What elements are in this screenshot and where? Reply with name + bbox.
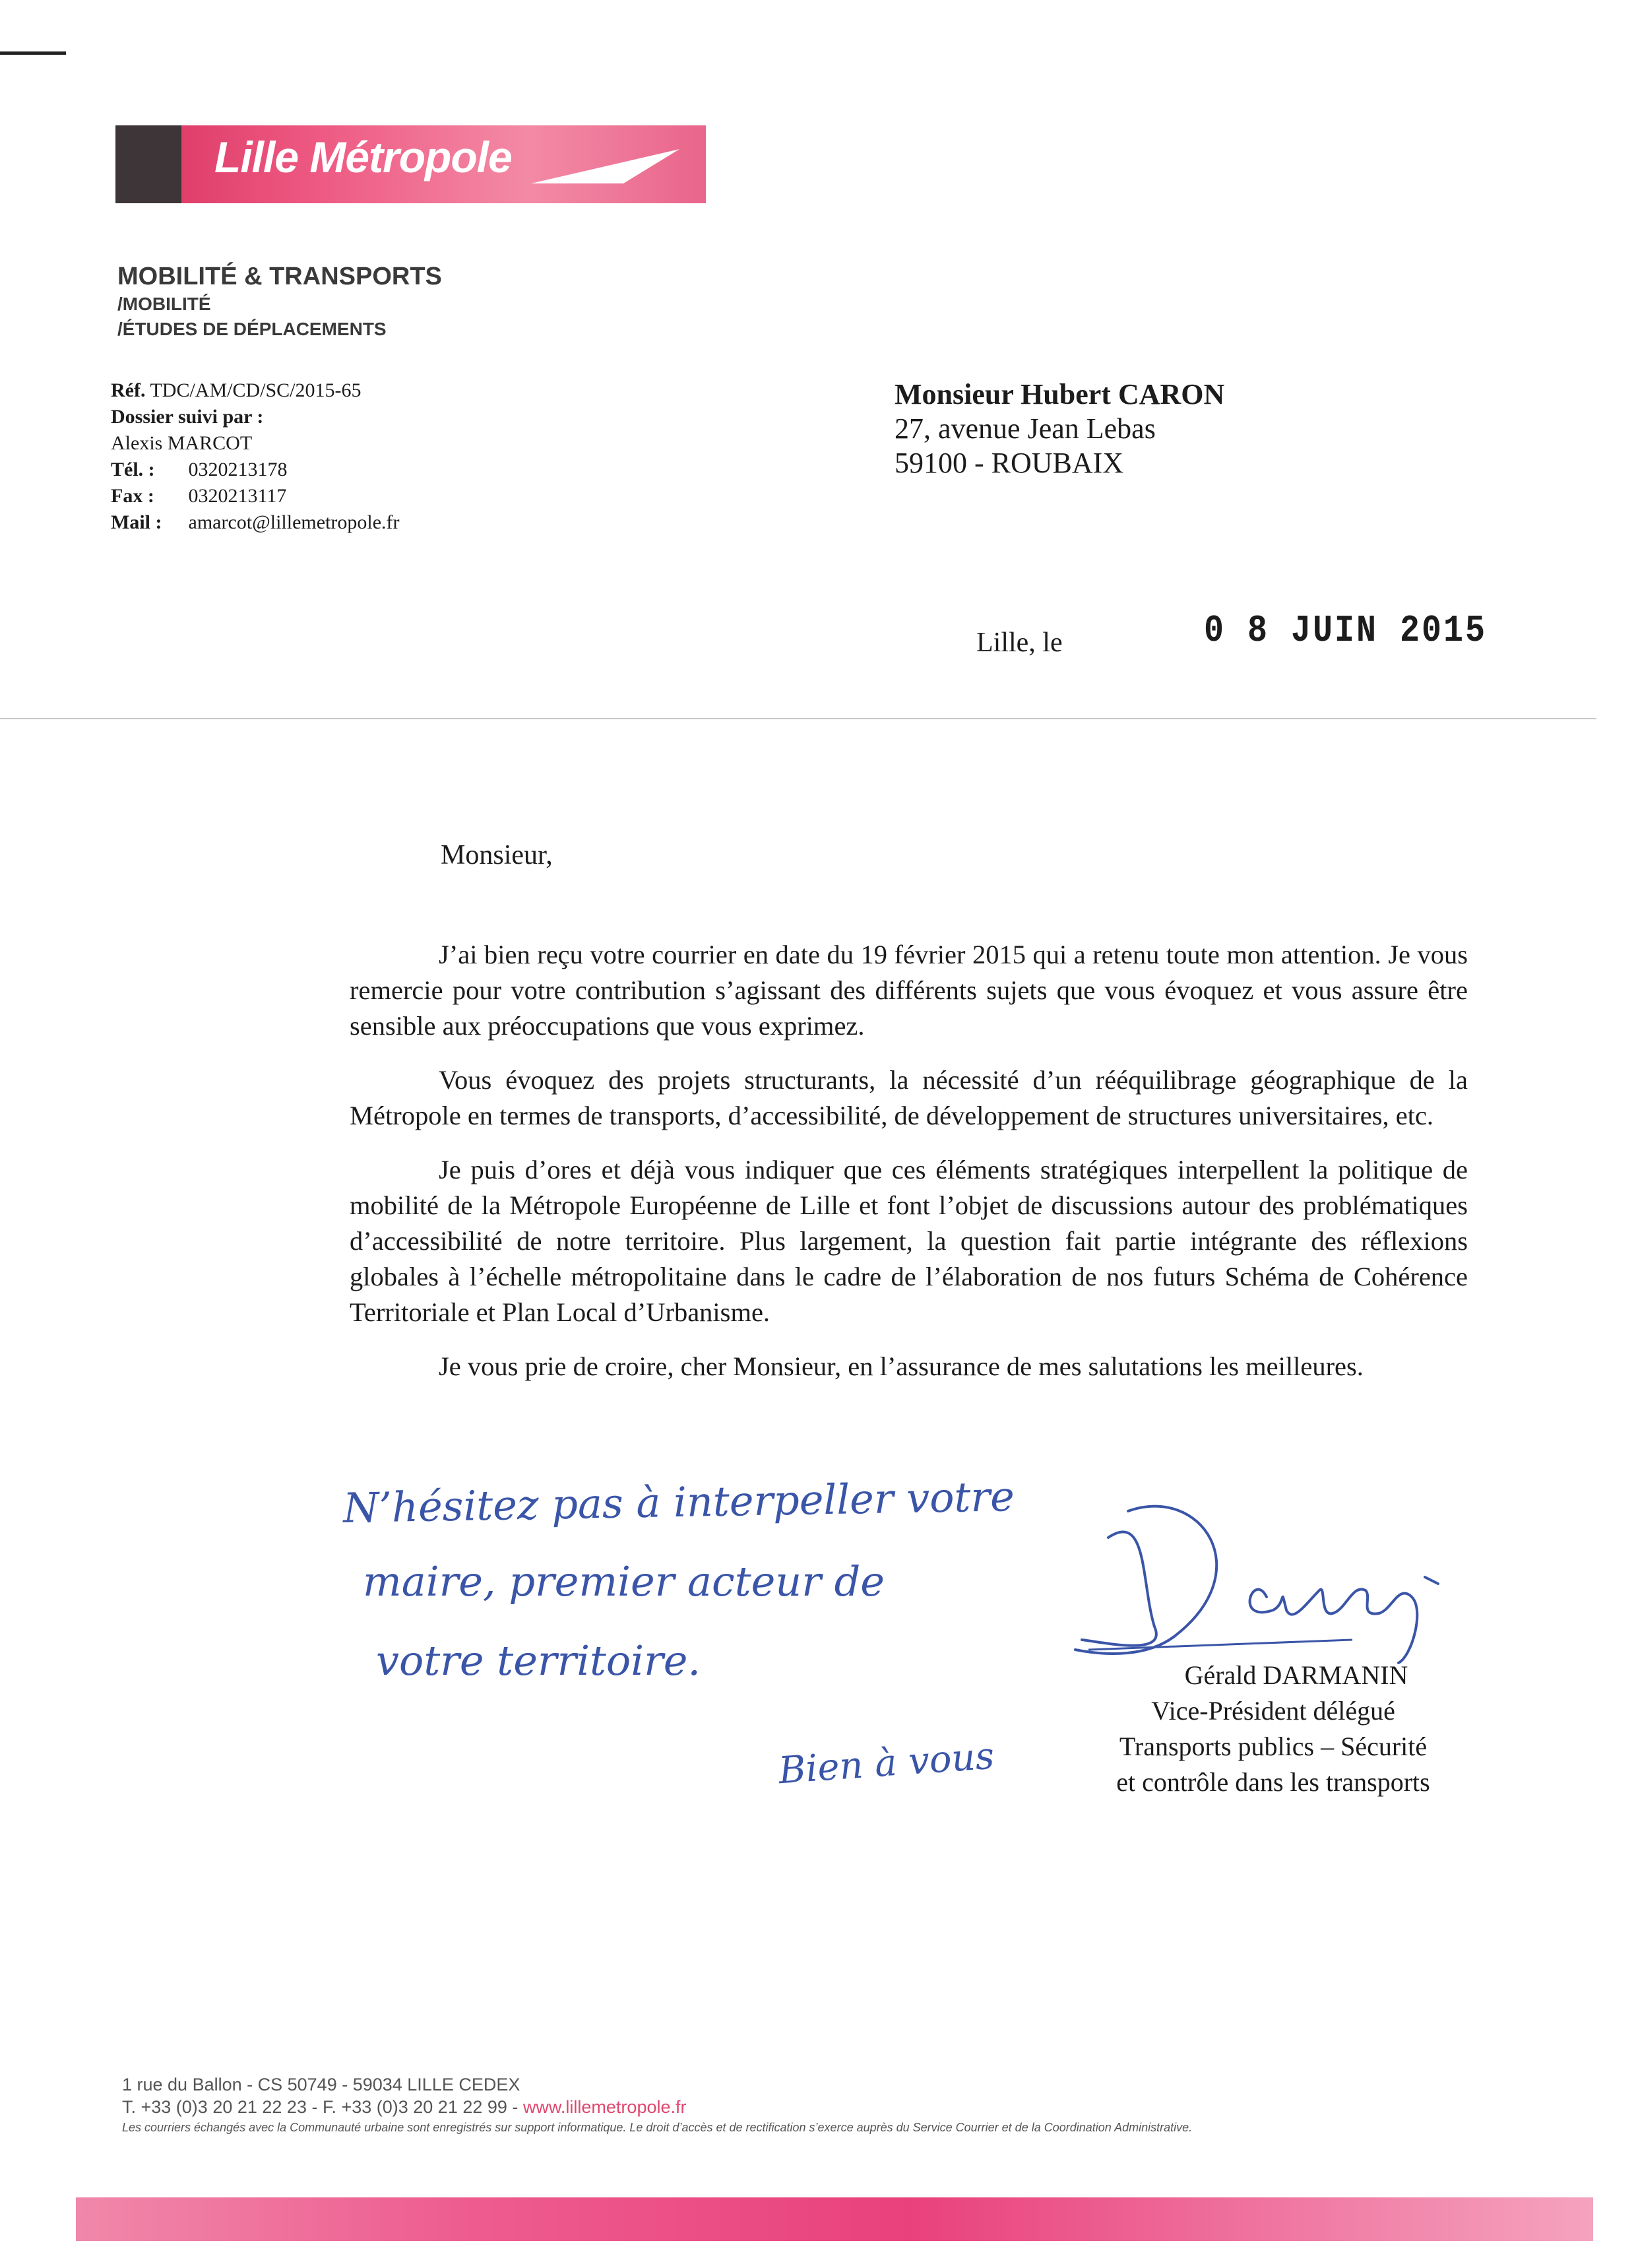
handwritten-line-1: N’hésitez pas à interpeller votre bbox=[342, 1472, 1015, 1532]
signature-icon bbox=[1069, 1485, 1478, 1683]
handwritten-line-2: maire, premier acteur de bbox=[363, 1557, 885, 1605]
followed-name: Alexis MARCOT bbox=[111, 432, 253, 454]
logo-text: Lille Métropole bbox=[214, 133, 512, 181]
recipient-street: 27, avenue Jean Lebas bbox=[895, 412, 1156, 445]
paragraph-1: J’ai bien reçu votre courrier en date du 19 février 2015 qui a retenu toute mon attention. Je vous remercie pour votre contribution s’agissant des différents sujets que vous évoquez et vous assure être sensible aux préoccupations que vous exprimez. bbox=[350, 940, 1468, 1041]
fax-label: Fax : bbox=[111, 485, 154, 507]
letter-body bbox=[350, 937, 1468, 1403]
footer-color-band bbox=[76, 2197, 1593, 2241]
tel-label: Tél. : bbox=[111, 459, 155, 480]
date-place: Lille, le bbox=[976, 628, 1063, 658]
salutation: Monsieur, bbox=[441, 840, 553, 870]
recipient-name: Monsieur Hubert CARON bbox=[895, 378, 1225, 410]
signatory-role-1: Transports publics – Sécurité bbox=[1119, 1732, 1428, 1761]
footer-address: 1 rue du Ballon - CS 50749 - 59034 LILLE CEDEX bbox=[122, 2075, 520, 2094]
signatory-name: Gérald DARMANIN bbox=[1184, 1660, 1408, 1690]
fax-value: 0320213117 bbox=[188, 485, 287, 507]
reference-block bbox=[111, 377, 400, 536]
tel-value: 0320213178 bbox=[188, 459, 288, 480]
logo-dark-block bbox=[115, 125, 181, 203]
footer-contact bbox=[122, 2096, 1192, 2118]
handwritten-line-4: Bien à vous bbox=[777, 1734, 996, 1793]
lille-metropole-logo bbox=[115, 125, 706, 203]
separator-line bbox=[0, 718, 1596, 719]
paragraph-4: Je vous prie de croire, cher Monsieur, en l’assurance de mes salutations les meilleures. bbox=[439, 1351, 1364, 1381]
service-header bbox=[117, 261, 442, 342]
mail-value: amarcot@lillemetropole.fr bbox=[188, 511, 400, 533]
signatory-title: Vice-Président délégué bbox=[1151, 1696, 1395, 1726]
footer-website-link[interactable]: www.lillemetropole.fr bbox=[522, 2097, 687, 2117]
footer-phones: T. +33 (0)3 20 21 22 23 - F. +33 (0)3 20 21 22 99 - bbox=[122, 2097, 523, 2117]
scan-edge-mark bbox=[0, 51, 66, 55]
ref-label: Réf. bbox=[111, 379, 146, 401]
department-name: MOBILITÉ & TRANSPORTS bbox=[117, 263, 442, 290]
footer-notice: Les courriers échangés avec la Communauté urbaine sont enregistrés sur support informatique. Le droit d’accès et de rectification s’exerce auprès du Service Courrier et de la Coordination Administrative. bbox=[122, 2121, 1193, 2134]
mail-label: Mail : bbox=[111, 511, 162, 533]
paragraph-3: Je puis d’ores et déjà vous indiquer que ces éléments stratégiques interpellent la politique de mobilité de la Métropole Européenne de Lille et font l’objet de discussions autour des problématiques d’accessibilité de notre territoire. Plus largement, la question fait partie intégrante des réflexions globales à l’échelle métropolitaine dans le cadre de l’élaboration de nos futurs Schéma de Cohérence Territoriale et Plan Local d’Urbanisme. bbox=[350, 1155, 1468, 1327]
handwritten-line-3: votre territoire. bbox=[376, 1636, 701, 1685]
paragraph-2: Vous évoquez des projets structurants, la nécessité d’un rééquilibrage géographique de la Métropole en termes de transports, d’accessibilité, de développement de structures universitaires, etc. bbox=[350, 1065, 1468, 1130]
ref-value: TDC/AM/CD/SC/2015-65 bbox=[150, 379, 362, 401]
signatory-block bbox=[1055, 1658, 1491, 1800]
sub-department-1: /MOBILITÉ bbox=[117, 294, 211, 314]
date-stamp: 0 8 JUIN 2015 bbox=[1204, 609, 1488, 653]
signatory-role-2: et contrôle dans les transports bbox=[1116, 1767, 1430, 1797]
followed-label: Dossier suivi par : bbox=[111, 406, 264, 428]
footer bbox=[122, 2073, 1192, 2137]
logo-swoosh-icon bbox=[524, 145, 683, 191]
recipient-address bbox=[895, 377, 1224, 480]
sub-department-2: /ÉTUDES DE DÉPLACEMENTS bbox=[117, 319, 387, 339]
recipient-city: 59100 - ROUBAIX bbox=[895, 447, 1124, 479]
